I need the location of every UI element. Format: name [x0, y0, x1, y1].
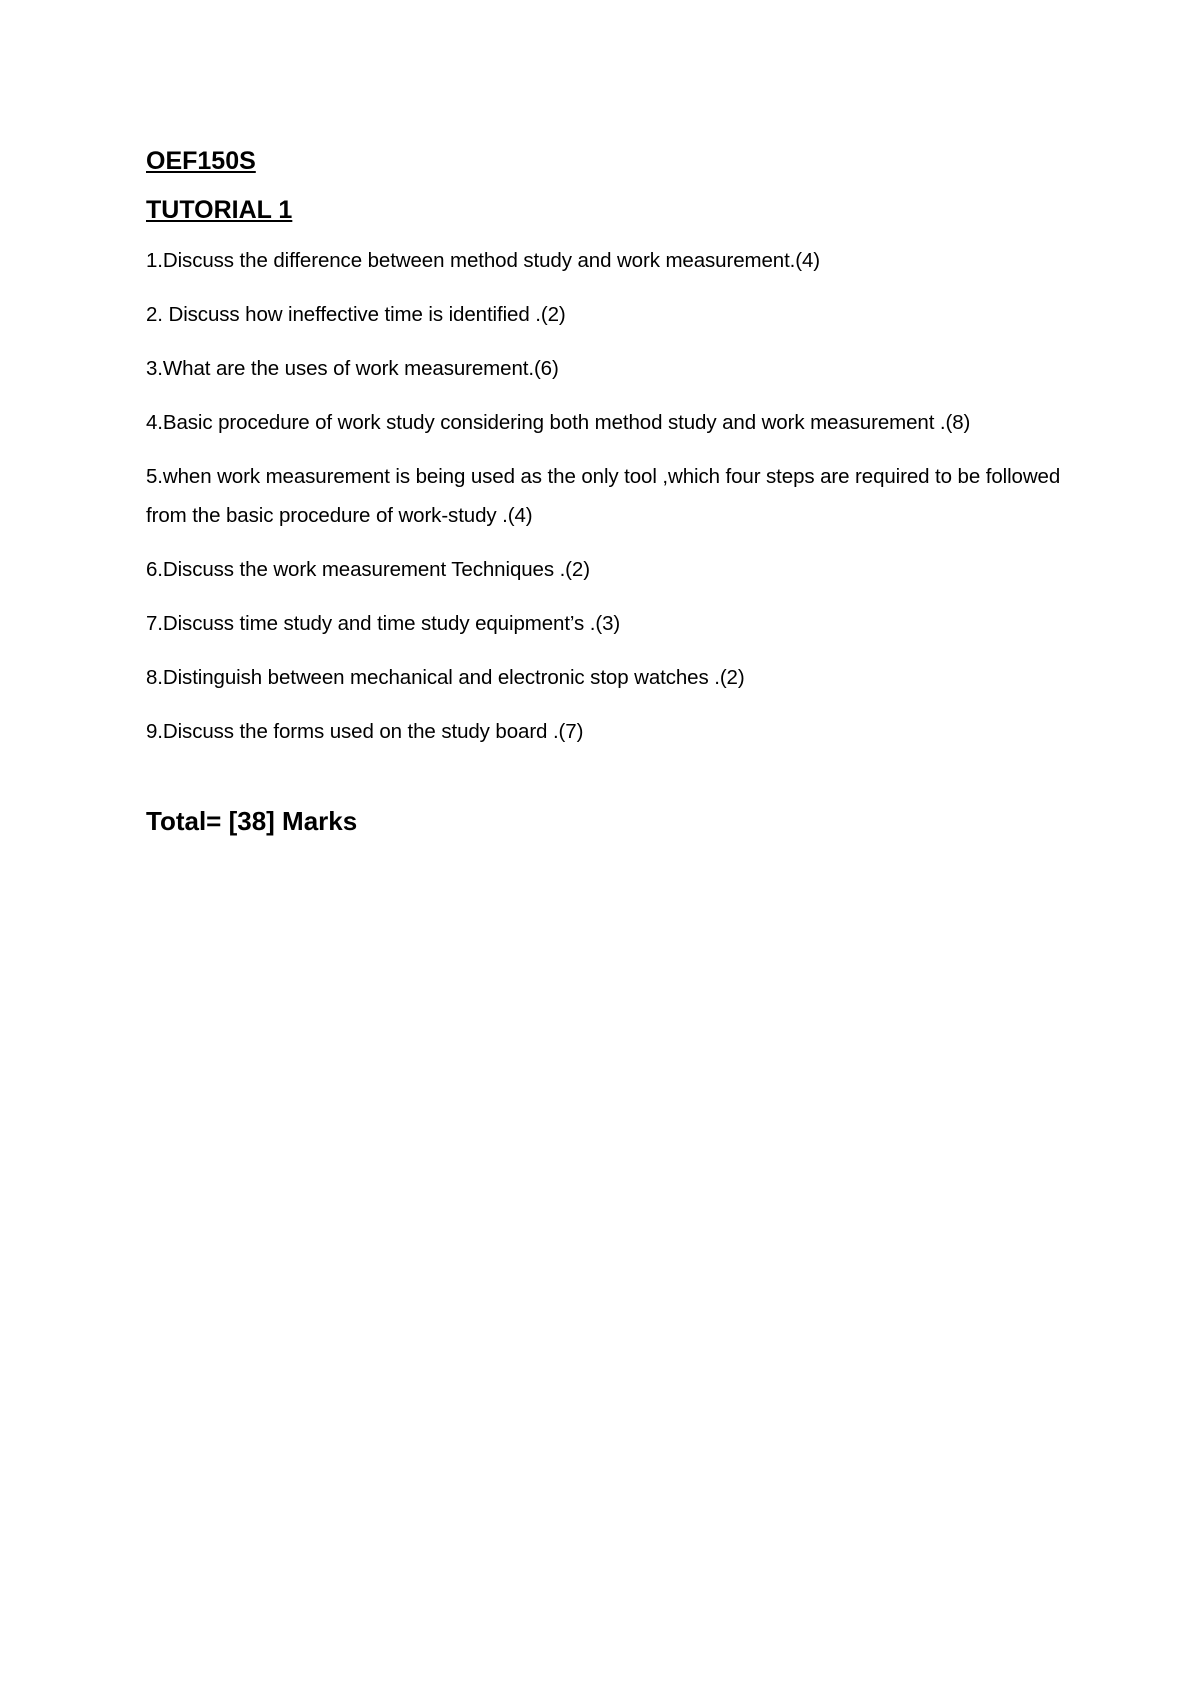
document-content [146, 146, 1086, 836]
total-marks: Total= [38] Marks [146, 806, 358, 836]
question-6: 6.Discuss the work measurement Techniques .(2) [146, 558, 590, 581]
question-list [146, 241, 1086, 751]
question-4: 4.Basic procedure of work study considering both method study and work measurement .(8) [146, 411, 971, 434]
question-1: 1.Discuss the difference between method study and work measurement.(4) [146, 249, 821, 272]
question-3: 3.What are the uses of work measurement.(6) [146, 357, 559, 380]
question-8: 8.Distinguish between mechanical and electronic stop watches .(2) [146, 666, 745, 689]
course-code: OEF150S [146, 147, 256, 175]
question-5: 5.when work measurement is being used as the only tool ,which four steps are required to be followed from the basic procedure of work-study .(4) [146, 465, 1061, 527]
question-2: 2. Discuss how ineffective time is identified .(2) [146, 303, 566, 326]
question-7: 7.Discuss time study and time study equipment’s .(3) [146, 612, 621, 635]
question-9: 9.Discuss the forms used on the study board .(7) [146, 720, 584, 743]
tutorial-title: TUTORIAL 1 [146, 196, 293, 224]
